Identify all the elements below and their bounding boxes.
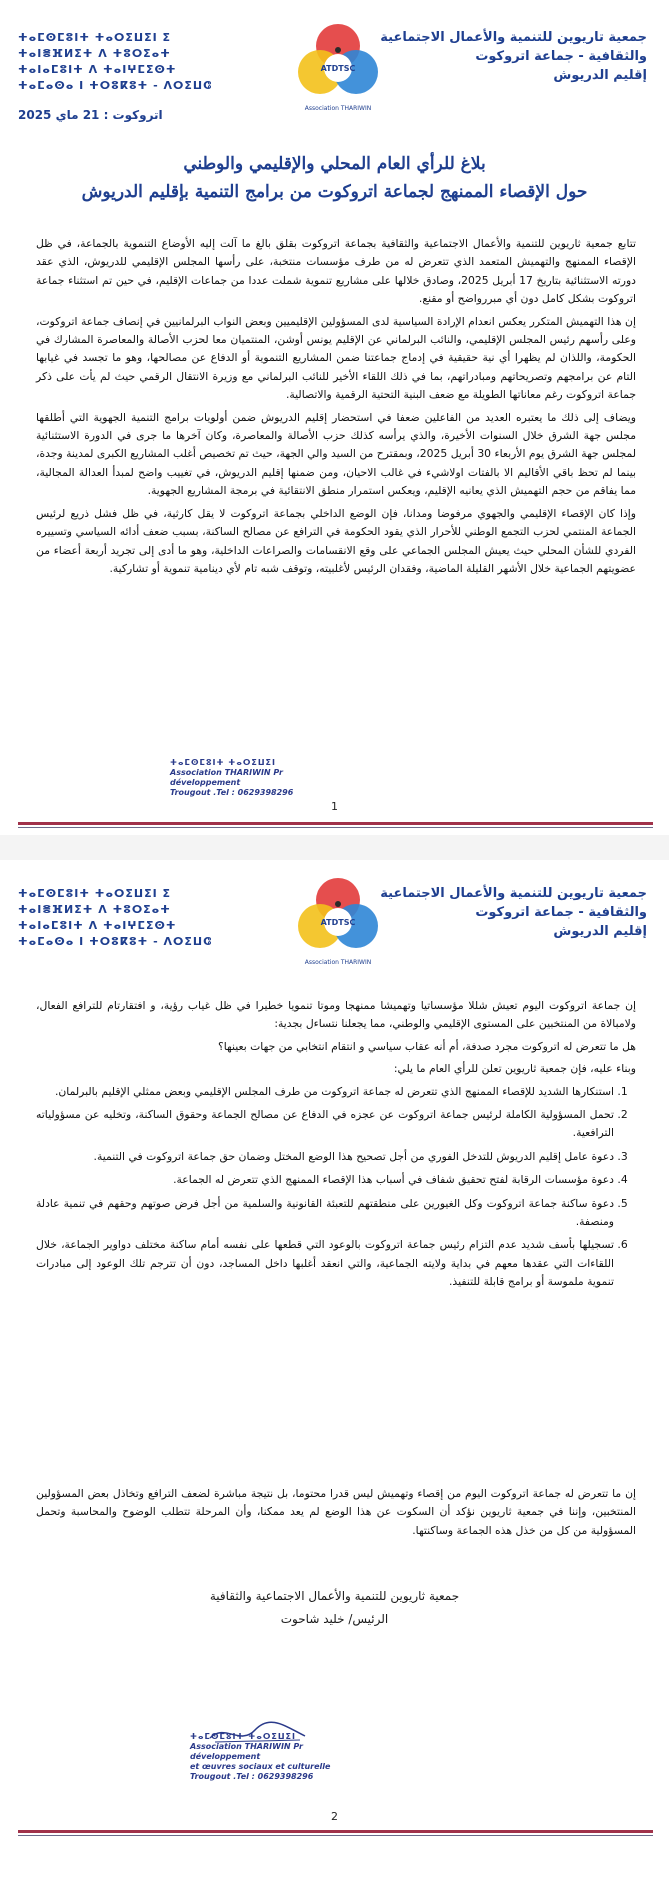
body-paragraph: تتابع جمعية ثاريوين للتنمية والأعمال الاجتماعية والثقافية بجماعة اتروكوت بقلق بالغ ما آلت إليه الأوضاع التنموية بالجماعة، في ظل الإقصاء الممنهج والتهميش المتعمد الذي تتعرض له من طرف مؤسسات منتخبة، على رأسها المجلس الإقليمي للدريوش، الذي عقد دورته الاستثنائية بتاريخ 17 أبريل 2025، وصادق خلالها على مشاريع تنموية شملت عددا من جماعات الإقليم، في حين تم استثناء جماعة اتروكوت بشكل كامل دون أي مبررواضح أو مقنع. xyxy=(36,237,636,306)
document-date: اتروكوت : 21 ماي 2025 xyxy=(18,108,163,122)
body-paragraph: وإذا كان الإقصاء الإقليمي والجهوي مرفوضا ومدانا، فإن الوضع الداخلي بجماعة اتروكوت لا يقل كارثية، في ظل فشل ذريع لرئيس الجماعة المنتمي لحزب التجمع الوطني للأحرار الذي يقود الحكومة في الترافع عن مصالح الساكنة، بسبب ضعف أدائه السياسي وتسييره الفردي للشأن المحلي حيث يعيش المجلس الجماعي على وقع الانقسامات والصراعات الداخلية، وهو ما أدى إلى تجريد أربعة أعضاء من عضويتهم الجماعية خلال الأشهر القليلة الماضية، وفقدان الرئيس لأغلبيته، وتوقف شبه تام لأي دينامية تنموية أو تشاركية. xyxy=(36,506,636,575)
organization-header-tifinagh xyxy=(18,886,218,950)
organization-header-arabic xyxy=(380,28,647,85)
list-item: 1. استنكارها الشديد للإقصاء الممنهج الذي تتعرض له جماعة اتروكوت من طرف المجلس الإقليمي وبعض ممثلي الإقليم بالبرلمان. xyxy=(36,1083,614,1101)
header-line: ⵜⴰⵏⴰⵎⵓⵏⵜ ⴷ ⵜⴰⵏⵖⵎⵉⵙⵜ xyxy=(18,919,177,932)
header-line: ⵜⴰⵎⵙⵎⵓⵏⵜ ⵜⴰⵔⵉⵡⵉⵏ ⵉ ⵜⴰⵏⴻⴼⵍⵉⵜ ⴷ ⵜⵓⵔⵉⴰⵜ xyxy=(18,31,172,60)
stamp-line: Association THARIWIN Pr développement xyxy=(190,1742,303,1761)
header-line: والثقافية - جماعة اتروكوت xyxy=(475,49,647,64)
header-line: ⵜⴰⵏⴰⵎⵓⵏⵜ ⴷ ⵜⴰⵏⵖⵎⵉⵙⵜ xyxy=(18,63,177,76)
list-item: 4. دعوة مؤسسات الرقابة لفتح تحقيق شفاف في أسباب هذا الإقصاء الممنهج الذي تتعرض له الجماعة. xyxy=(36,1171,614,1189)
header-line: جمعية تاريوين للتنمية والأعمال الاجتماعية xyxy=(380,30,647,45)
page-number: 2 xyxy=(331,1810,338,1823)
demands-list xyxy=(36,1083,636,1292)
body-paragraph: وبناء عليه، فإن جمعية ثاريوين تعلن للرأي العام ما يلي: xyxy=(393,1062,636,1076)
stamp-line: ⵜⴰⵎⵙⵎⵓⵏⵜ ⵜⴰⵔⵉⵡⵉⵏ xyxy=(190,1732,296,1741)
list-item: 2. تحمل المسؤولية الكاملة لرئيس جماعة اتروكوت عن عجزه في الدفاع عن مصالح الجماعة وحقوق الساكنة، وتخليه عن مسؤولياته الترافعية. xyxy=(36,1106,614,1143)
logo-acronym: ATDTSC xyxy=(320,918,356,927)
document-body xyxy=(36,997,636,1297)
footer-rule xyxy=(18,822,653,825)
handwritten-signature xyxy=(205,1718,315,1748)
stamp-line: Trougout .Tel : 0629398296 xyxy=(170,788,294,797)
organization-header-tifinagh xyxy=(18,30,218,94)
document-title-line-1: بلاغ للرأي العام المحلي والإقليمي والوطني xyxy=(183,154,486,174)
body-paragraph: إن هذا التهميش المتكرر يعكس انعدام الإرادة السياسية لدى المسؤولين الإقليميين وبعض النواب البرلمانيين في إنصاف جماعة اتروكوت، وعلى رأسهم رئيس المجلس الإقليمي، والنائب البرلماني عن الإقليم يونس أوشن، المنتميان معا لحزب الأصالة والمعاصرة المشارك في الحكومة، واللذان لم يظهرا أي نية حقيقية في إدماج جماعتنا ضمن المشاريع التنموية أو الدفاع عن مصالحها، وهو ما تجسد في غيابها التام عن برامجهم وتصريحاتهم ومبادراتهم، بما في ذلك اللقاء الأخير للنائب البرلماني مع وزيرة الانتقال الرقمي حيث لم يأت على ذكر جماعة اتروكوت رغم معاناتها الطويلة مع ضعف البنية التحتية الرقمية والاتصالية. xyxy=(36,314,636,402)
document-page-2 xyxy=(0,860,669,1897)
signature-name: الرئيس/ خليد شاحوت xyxy=(280,1612,389,1626)
list-item: 5. دعوة ساكنة جماعة اتروكوت وكل الغيورين على منطقتهم للتعبئة القانونية والسلمية من أجل فرض صوتهم وحقهم في تنمية عادلة ومنصفة. xyxy=(36,1195,614,1232)
body-paragraph: إن جماعة اتروكوت اليوم تعيش شللا مؤسساتيا وتهميشا ممنهجا وموتا تنمويا خطيرا في ظل غياب رؤية، و افتقارتام للترافع الفعال، ولامبالاة من المنتخبين على المستوى الإقليمي والوطني، مما يجعلنا نتساءل بجدية: xyxy=(36,999,636,1031)
header-line: ⵜⴰⵎⵙⵎⵓⵏⵜ ⵜⴰⵔⵉⵡⵉⵏ ⵉ ⵜⴰⵏⴻⴼⵍⵉⵜ ⴷ ⵜⵓⵔⵉⴰⵜ xyxy=(18,887,172,916)
document-body xyxy=(36,235,636,582)
list-item: 6. تسجيلها بأسف شديد عدم التزام رئيس جماعة اتروكوت بالوعود التي قطعها على نفسه أمام ساكنة مختلف دواوير الجماعة، خلال اللقاءات التي عقدها معهم في بداية ولايته الجماعية، والتي انعقد أغلبها داخل المساجد، دون أن تترجم تلك الوعود إلى مبادرات تنموية ملموسة أو برامج قابلة للتنفيذ. xyxy=(36,1236,614,1291)
organization-header-arabic xyxy=(380,884,647,941)
body-paragraph: إن ما تتعرض له جماعة اتروكوت اليوم من إقصاء وتهميش ليس قدرا محتوما، بل نتيجة مباشرة لضعف الترافع وتخاذل بعض المسؤولين المنتخبين، وإننا في جمعية ثاريوين نؤكد أن السكوت عن هذا الوضع لم يعد ممكنا، وأن المرحلة تتطلب الوضوح والمحاسبة وتحمل المسؤولية من كل من خذل هذه الجماعة وساكنتها. xyxy=(36,1487,636,1537)
header-line: والثقافية - جماعة اتروكوت xyxy=(475,905,647,920)
document-title-line-2: حول الإقصاء الممنهج لجماعة اتروكوت من برامج التنمية بإقليم الدريوش xyxy=(81,182,588,202)
footer-rule xyxy=(18,1835,653,1836)
body-paragraph: ويضاف إلى ذلك ما يعتبره العديد من الفاعلين ضعفا في استحضار إقليم الدريوش ضمن أولويات برامج التنمية الجهوية التي أطلقها مجلس جهة الشرق خلال السنوات الأخيرة، والذي يرأسه كذلك حزب الأصالة والمعاصرة، وكان آخرها ما جرى في الدورة الاستثنائية لمجلس جهة الشرق يوم الأربعاء 30 أبريل 2025، وبمقترح من السيد والي الجهة، حيث تم تخصيص أغلب المشاريع الكبرى لمدينة وجدة، بينما لم تحظ باقي الأقاليم الا بالفتات اولاشيء في غالب الاحيان، ومن ضمنها إقليم الدريوش، في تغييب واضح لمبدأ العدالة المجالية، مما يفاقم من حجم التهميش الذي يعانيه الإقليم، ويعكس استمرار منطق الانتقائية في برمجة المشاريع الجهوية. xyxy=(36,410,637,498)
association-logo xyxy=(290,868,386,964)
signature-organization: جمعية ثاريوين للتنمية والأعمال الاجتماعية والثقافية xyxy=(209,1589,460,1603)
association-logo xyxy=(290,14,386,110)
stamp-line: et œuvres sociaux et culturelle xyxy=(190,1762,331,1771)
list-item: 3. دعوة عامل إقليم الدريوش للتدخل الفوري من أجل تصحيح هذا الوضع المختل وضمان حق جماعة اتروكوت في التنمية. xyxy=(36,1148,614,1166)
page-number: 1 xyxy=(331,800,338,813)
header-line: ⵜⴰⵎⴰⵙⴰ ⵏ ⵜⵔⵓⴽⵓⵜ - ⴷⵔⵉⵡⵛ xyxy=(18,79,213,92)
footer-rule xyxy=(18,827,653,828)
association-stamp xyxy=(170,758,310,798)
header-line: إقليم الدريوش xyxy=(553,924,647,939)
header-line: إقليم الدريوش xyxy=(553,68,647,83)
logo-caption: Association THARIWIN xyxy=(304,959,372,966)
footer-rule xyxy=(18,1830,653,1833)
stamp-line: ⵜⴰⵎⵙⵎⵓⵏⵜ ⵜⴰⵔⵉⵡⵉⵏ xyxy=(170,758,276,767)
body-paragraph: هل ما تتعرض له اتروكوت مجرد صدفة، أم أنه عقاب سياسي و انتقام انتخابي من جهات بعينها؟ xyxy=(217,1039,636,1053)
page-separator xyxy=(0,835,669,860)
logo-acronym: ATDTSC xyxy=(320,64,356,73)
stamp-line: Association THARIWIN Pr développement xyxy=(170,768,283,787)
logo-caption: Association THARIWIN xyxy=(304,105,372,112)
header-line: جمعية تاريوين للتنمية والأعمال الاجتماعية xyxy=(380,886,647,901)
closing-paragraph-block xyxy=(36,1485,636,1544)
header-line: ⵜⴰⵎⴰⵙⴰ ⵏ ⵜⵔⵓⴽⵓⵜ - ⴷⵔⵉⵡⵛ xyxy=(18,935,213,948)
document-page-1 xyxy=(0,0,669,835)
stamp-line: Trougout .Tel : 0629398296 xyxy=(190,1772,314,1781)
